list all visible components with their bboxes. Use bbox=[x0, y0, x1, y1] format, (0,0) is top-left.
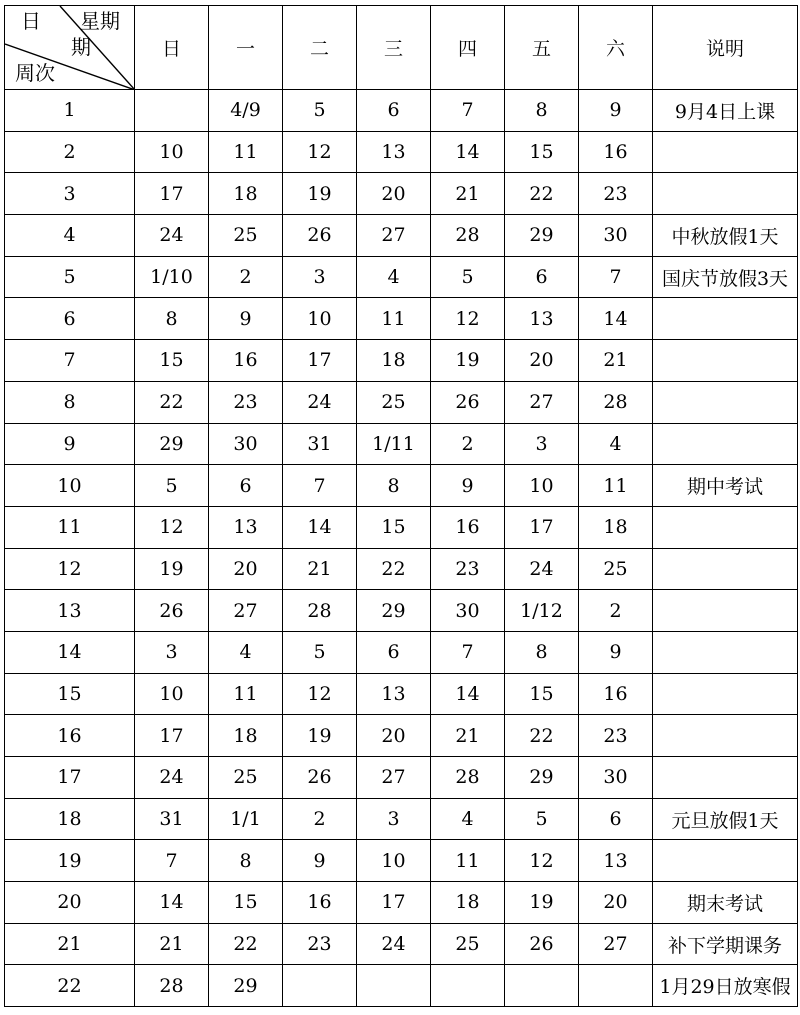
date-cell: 15 bbox=[505, 131, 579, 173]
note-cell: 期中考试 bbox=[653, 465, 798, 507]
date-cell: 8 bbox=[505, 90, 579, 132]
date-cell: 10 bbox=[357, 840, 431, 882]
date-cell: 13 bbox=[579, 840, 653, 882]
date-cell: 25 bbox=[209, 215, 283, 257]
date-cell: 10 bbox=[283, 298, 357, 340]
date-cell: 26 bbox=[135, 590, 209, 632]
header-notes: 说明 bbox=[653, 6, 798, 90]
date-cell bbox=[135, 90, 209, 132]
date-cell: 1/10 bbox=[135, 256, 209, 298]
week-number-cell: 21 bbox=[5, 923, 135, 965]
week-row bbox=[5, 882, 798, 924]
week-row bbox=[5, 757, 798, 799]
date-cell: 1/1 bbox=[209, 798, 283, 840]
date-cell: 15 bbox=[135, 340, 209, 382]
week-row bbox=[5, 965, 798, 1007]
date-cell: 3 bbox=[283, 256, 357, 298]
date-cell: 13 bbox=[357, 673, 431, 715]
date-cell: 22 bbox=[505, 715, 579, 757]
date-cell: 8 bbox=[357, 465, 431, 507]
diag-label-day: 日 bbox=[21, 9, 41, 33]
week-number-cell: 14 bbox=[5, 631, 135, 673]
week-row bbox=[5, 423, 798, 465]
date-cell: 9 bbox=[431, 465, 505, 507]
date-cell: 5 bbox=[283, 631, 357, 673]
date-cell: 22 bbox=[505, 173, 579, 215]
note-cell: 9月4日上课 bbox=[653, 90, 798, 132]
date-cell: 21 bbox=[283, 548, 357, 590]
date-cell: 15 bbox=[505, 673, 579, 715]
date-cell: 21 bbox=[431, 715, 505, 757]
week-number-cell: 20 bbox=[5, 882, 135, 924]
date-cell: 16 bbox=[579, 131, 653, 173]
date-cell: 12 bbox=[135, 506, 209, 548]
week-row bbox=[5, 548, 798, 590]
date-cell: 24 bbox=[357, 923, 431, 965]
date-cell: 27 bbox=[209, 590, 283, 632]
date-cell: 26 bbox=[283, 215, 357, 257]
date-cell: 7 bbox=[283, 465, 357, 507]
date-cell: 10 bbox=[135, 131, 209, 173]
date-cell: 26 bbox=[431, 381, 505, 423]
date-cell bbox=[505, 965, 579, 1007]
date-cell: 4/9 bbox=[209, 90, 283, 132]
note-cell: 补下学期课务 bbox=[653, 923, 798, 965]
week-number-cell: 18 bbox=[5, 798, 135, 840]
date-cell: 23 bbox=[579, 715, 653, 757]
date-cell: 30 bbox=[579, 757, 653, 799]
date-cell: 21 bbox=[135, 923, 209, 965]
date-cell: 7 bbox=[431, 631, 505, 673]
date-cell: 28 bbox=[431, 757, 505, 799]
date-cell: 9 bbox=[579, 631, 653, 673]
note-cell bbox=[653, 715, 798, 757]
note-cell: 1月29日放寒假 bbox=[653, 965, 798, 1007]
week-number-cell: 17 bbox=[5, 757, 135, 799]
date-cell: 17 bbox=[505, 506, 579, 548]
date-cell: 29 bbox=[135, 423, 209, 465]
date-cell: 19 bbox=[135, 548, 209, 590]
diagonal-header-cell bbox=[5, 6, 135, 90]
date-cell: 13 bbox=[357, 131, 431, 173]
date-cell: 30 bbox=[431, 590, 505, 632]
date-cell: 13 bbox=[505, 298, 579, 340]
date-cell: 21 bbox=[579, 340, 653, 382]
date-cell: 23 bbox=[431, 548, 505, 590]
week-row bbox=[5, 673, 798, 715]
date-cell: 20 bbox=[579, 882, 653, 924]
date-cell: 22 bbox=[357, 548, 431, 590]
date-cell: 22 bbox=[135, 381, 209, 423]
date-cell: 24 bbox=[505, 548, 579, 590]
week-row bbox=[5, 840, 798, 882]
date-cell: 29 bbox=[357, 590, 431, 632]
note-cell: 元旦放假1天 bbox=[653, 798, 798, 840]
date-cell: 12 bbox=[431, 298, 505, 340]
date-cell: 25 bbox=[209, 757, 283, 799]
date-cell: 3 bbox=[135, 631, 209, 673]
week-number-cell: 4 bbox=[5, 215, 135, 257]
note-cell bbox=[653, 298, 798, 340]
week-number-cell: 6 bbox=[5, 298, 135, 340]
week-row bbox=[5, 798, 798, 840]
week-row bbox=[5, 506, 798, 548]
date-cell: 30 bbox=[579, 215, 653, 257]
date-cell: 12 bbox=[505, 840, 579, 882]
date-cell: 13 bbox=[209, 506, 283, 548]
note-cell bbox=[653, 840, 798, 882]
date-cell: 4 bbox=[357, 256, 431, 298]
note-cell: 国庆节放假3天 bbox=[653, 256, 798, 298]
date-cell: 25 bbox=[357, 381, 431, 423]
date-cell: 8 bbox=[505, 631, 579, 673]
date-cell: 16 bbox=[209, 340, 283, 382]
week-number-cell: 10 bbox=[5, 465, 135, 507]
calendar-body bbox=[5, 90, 798, 1007]
date-cell: 19 bbox=[505, 882, 579, 924]
date-cell: 29 bbox=[209, 965, 283, 1007]
week-number-cell: 22 bbox=[5, 965, 135, 1007]
week-row bbox=[5, 90, 798, 132]
date-cell: 16 bbox=[431, 506, 505, 548]
date-cell: 18 bbox=[209, 715, 283, 757]
date-cell: 17 bbox=[135, 173, 209, 215]
week-row bbox=[5, 381, 798, 423]
date-cell: 24 bbox=[135, 215, 209, 257]
header-thursday: 四 bbox=[431, 6, 505, 90]
note-cell bbox=[653, 631, 798, 673]
week-row bbox=[5, 340, 798, 382]
date-cell: 23 bbox=[209, 381, 283, 423]
date-cell: 2 bbox=[431, 423, 505, 465]
date-cell: 3 bbox=[357, 798, 431, 840]
date-cell: 29 bbox=[505, 757, 579, 799]
week-row bbox=[5, 215, 798, 257]
date-cell: 7 bbox=[431, 90, 505, 132]
week-number-cell: 2 bbox=[5, 131, 135, 173]
date-cell: 11 bbox=[209, 131, 283, 173]
date-cell: 6 bbox=[357, 90, 431, 132]
note-cell bbox=[653, 590, 798, 632]
date-cell: 18 bbox=[579, 506, 653, 548]
date-cell: 15 bbox=[209, 882, 283, 924]
week-row bbox=[5, 465, 798, 507]
date-cell: 18 bbox=[357, 340, 431, 382]
date-cell: 9 bbox=[579, 90, 653, 132]
header-sunday: 日 bbox=[135, 6, 209, 90]
date-cell: 7 bbox=[135, 840, 209, 882]
week-row bbox=[5, 923, 798, 965]
date-cell: 6 bbox=[579, 798, 653, 840]
date-cell: 5 bbox=[283, 90, 357, 132]
date-cell: 5 bbox=[431, 256, 505, 298]
week-number-cell: 5 bbox=[5, 256, 135, 298]
date-cell bbox=[357, 965, 431, 1007]
date-cell: 28 bbox=[283, 590, 357, 632]
header-saturday: 六 bbox=[579, 6, 653, 90]
week-number-cell: 16 bbox=[5, 715, 135, 757]
date-cell: 23 bbox=[579, 173, 653, 215]
date-cell: 9 bbox=[283, 840, 357, 882]
date-cell: 14 bbox=[135, 882, 209, 924]
date-cell: 27 bbox=[357, 757, 431, 799]
date-cell: 10 bbox=[135, 673, 209, 715]
date-cell bbox=[431, 965, 505, 1007]
date-cell: 4 bbox=[579, 423, 653, 465]
note-cell bbox=[653, 548, 798, 590]
week-row bbox=[5, 631, 798, 673]
date-cell: 12 bbox=[283, 131, 357, 173]
date-cell: 25 bbox=[431, 923, 505, 965]
note-cell bbox=[653, 673, 798, 715]
note-cell bbox=[653, 381, 798, 423]
date-cell: 14 bbox=[283, 506, 357, 548]
date-cell: 25 bbox=[579, 548, 653, 590]
header-friday: 五 bbox=[505, 6, 579, 90]
date-cell: 16 bbox=[283, 882, 357, 924]
date-cell: 2 bbox=[209, 256, 283, 298]
date-cell: 10 bbox=[505, 465, 579, 507]
header-monday: 一 bbox=[209, 6, 283, 90]
date-cell: 1/11 bbox=[357, 423, 431, 465]
date-cell: 14 bbox=[579, 298, 653, 340]
date-cell: 20 bbox=[357, 173, 431, 215]
date-cell: 3 bbox=[505, 423, 579, 465]
date-cell: 17 bbox=[135, 715, 209, 757]
date-cell: 11 bbox=[357, 298, 431, 340]
date-cell: 1/12 bbox=[505, 590, 579, 632]
date-cell: 6 bbox=[505, 256, 579, 298]
date-cell: 22 bbox=[209, 923, 283, 965]
date-cell: 31 bbox=[283, 423, 357, 465]
note-cell: 中秋放假1天 bbox=[653, 215, 798, 257]
diag-label-week-number: 周次 bbox=[15, 61, 55, 85]
week-number-cell: 11 bbox=[5, 506, 135, 548]
date-cell: 14 bbox=[431, 673, 505, 715]
week-number-cell: 8 bbox=[5, 381, 135, 423]
date-cell: 17 bbox=[357, 882, 431, 924]
date-cell: 8 bbox=[135, 298, 209, 340]
date-cell: 27 bbox=[579, 923, 653, 965]
date-cell: 19 bbox=[283, 173, 357, 215]
week-number-cell: 1 bbox=[5, 90, 135, 132]
date-cell: 28 bbox=[579, 381, 653, 423]
date-cell: 16 bbox=[579, 673, 653, 715]
note-cell bbox=[653, 506, 798, 548]
note-cell bbox=[653, 173, 798, 215]
date-cell: 4 bbox=[431, 798, 505, 840]
note-cell: 期末考试 bbox=[653, 882, 798, 924]
week-number-cell: 13 bbox=[5, 590, 135, 632]
date-cell: 7 bbox=[579, 256, 653, 298]
diag-label-weekday-b: 期 bbox=[71, 35, 91, 59]
date-cell: 21 bbox=[431, 173, 505, 215]
date-cell: 26 bbox=[283, 757, 357, 799]
date-cell: 29 bbox=[505, 215, 579, 257]
date-cell: 14 bbox=[431, 131, 505, 173]
week-row bbox=[5, 173, 798, 215]
date-cell: 30 bbox=[209, 423, 283, 465]
date-cell: 19 bbox=[283, 715, 357, 757]
week-number-cell: 12 bbox=[5, 548, 135, 590]
note-cell bbox=[653, 423, 798, 465]
date-cell bbox=[579, 965, 653, 1007]
date-cell: 17 bbox=[283, 340, 357, 382]
week-row bbox=[5, 256, 798, 298]
date-cell: 27 bbox=[505, 381, 579, 423]
date-cell: 9 bbox=[209, 298, 283, 340]
date-cell: 18 bbox=[209, 173, 283, 215]
note-cell bbox=[653, 757, 798, 799]
date-cell: 5 bbox=[135, 465, 209, 507]
date-cell: 12 bbox=[283, 673, 357, 715]
header-tuesday: 二 bbox=[283, 6, 357, 90]
header-row bbox=[5, 6, 798, 90]
date-cell bbox=[283, 965, 357, 1007]
date-cell: 8 bbox=[209, 840, 283, 882]
date-cell: 28 bbox=[135, 965, 209, 1007]
note-cell bbox=[653, 131, 798, 173]
date-cell: 11 bbox=[579, 465, 653, 507]
date-cell: 28 bbox=[431, 215, 505, 257]
week-number-cell: 7 bbox=[5, 340, 135, 382]
date-cell: 6 bbox=[357, 631, 431, 673]
week-row bbox=[5, 131, 798, 173]
diag-label-weekday-a: 星期 bbox=[80, 9, 120, 33]
date-cell: 18 bbox=[431, 882, 505, 924]
date-cell: 23 bbox=[283, 923, 357, 965]
week-number-cell: 15 bbox=[5, 673, 135, 715]
date-cell: 24 bbox=[135, 757, 209, 799]
date-cell: 15 bbox=[357, 506, 431, 548]
date-cell: 11 bbox=[431, 840, 505, 882]
week-number-cell: 9 bbox=[5, 423, 135, 465]
date-cell: 11 bbox=[209, 673, 283, 715]
date-cell: 2 bbox=[579, 590, 653, 632]
school-calendar-table bbox=[4, 5, 798, 1007]
date-cell: 24 bbox=[283, 381, 357, 423]
header-wednesday: 三 bbox=[357, 6, 431, 90]
week-row bbox=[5, 590, 798, 632]
date-cell: 27 bbox=[357, 215, 431, 257]
week-row bbox=[5, 298, 798, 340]
date-cell: 19 bbox=[431, 340, 505, 382]
date-cell: 2 bbox=[283, 798, 357, 840]
note-cell bbox=[653, 340, 798, 382]
date-cell: 20 bbox=[505, 340, 579, 382]
week-number-cell: 3 bbox=[5, 173, 135, 215]
week-row bbox=[5, 715, 798, 757]
date-cell: 31 bbox=[135, 798, 209, 840]
date-cell: 20 bbox=[209, 548, 283, 590]
date-cell: 6 bbox=[209, 465, 283, 507]
week-number-cell: 19 bbox=[5, 840, 135, 882]
date-cell: 20 bbox=[357, 715, 431, 757]
date-cell: 4 bbox=[209, 631, 283, 673]
date-cell: 5 bbox=[505, 798, 579, 840]
date-cell: 26 bbox=[505, 923, 579, 965]
